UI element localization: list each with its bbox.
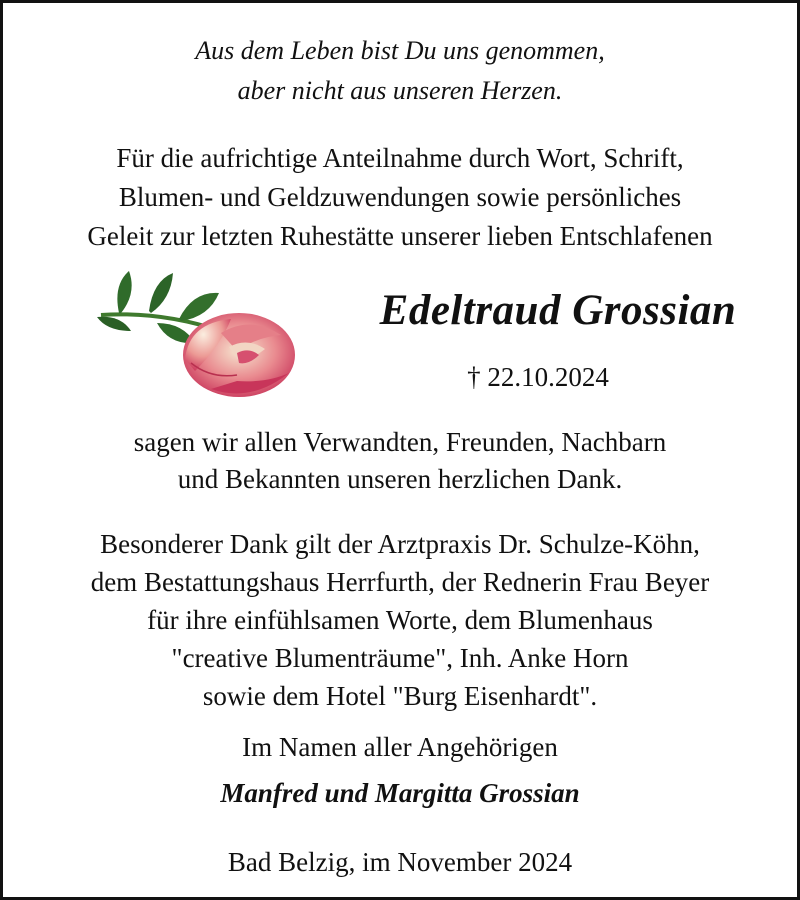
- thanks-line-2: und Bekannten unseren herzlichen Dank.: [177, 464, 623, 494]
- intro-line-2: Blumen- und Geldzuwendungen sowie persönliches: [118, 182, 682, 212]
- closing-phrase: Im Namen aller Angehörigen: [242, 732, 558, 762]
- death-date: † 22.10.2024: [467, 362, 609, 392]
- place-and-date: Bad Belzig, im November 2024: [227, 847, 573, 877]
- thanks-line-1: sagen wir allen Verwandten, Freunden, Nachbarn: [133, 427, 667, 457]
- motto-quote: [3, 31, 797, 111]
- intro-text: [3, 139, 797, 256]
- special-thanks-line-5: sowie dem Hotel "Burg Eisenhardt".: [202, 681, 598, 711]
- rose-icon: [61, 253, 311, 411]
- special-thanks-line-3: für ihre einfühlsamen Worte, dem Blumenhaus: [147, 605, 653, 635]
- special-thanks-line-4: "creative Blumenträume", Inh. Anke Horn: [171, 643, 629, 673]
- special-thanks-text: [3, 525, 797, 715]
- intro-line-1: Für die aufrichtige Anteilnahme durch Wort, Schrift,: [116, 143, 684, 173]
- special-thanks-line-1: Besonderer Dank gilt der Arztpraxis Dr. Schulze-Köhn,: [100, 529, 700, 559]
- intro-line-3: Geleit zur letzten Ruhestätte unserer lieben Entschlafenen: [87, 221, 713, 251]
- motto-line-2: aber nicht aus unseren Herzen.: [237, 76, 563, 105]
- special-thanks-line-2: dem Bestattungshaus Herrfurth, der Rednerin Frau Beyer: [90, 567, 710, 597]
- motto-line-1: Aus dem Leben bist Du uns genommen,: [195, 36, 605, 65]
- deceased-name: Edeltraud Grossian: [379, 287, 737, 334]
- signers-names: Manfred und Margitta Grossian: [220, 778, 580, 808]
- thanks-text: [3, 424, 797, 498]
